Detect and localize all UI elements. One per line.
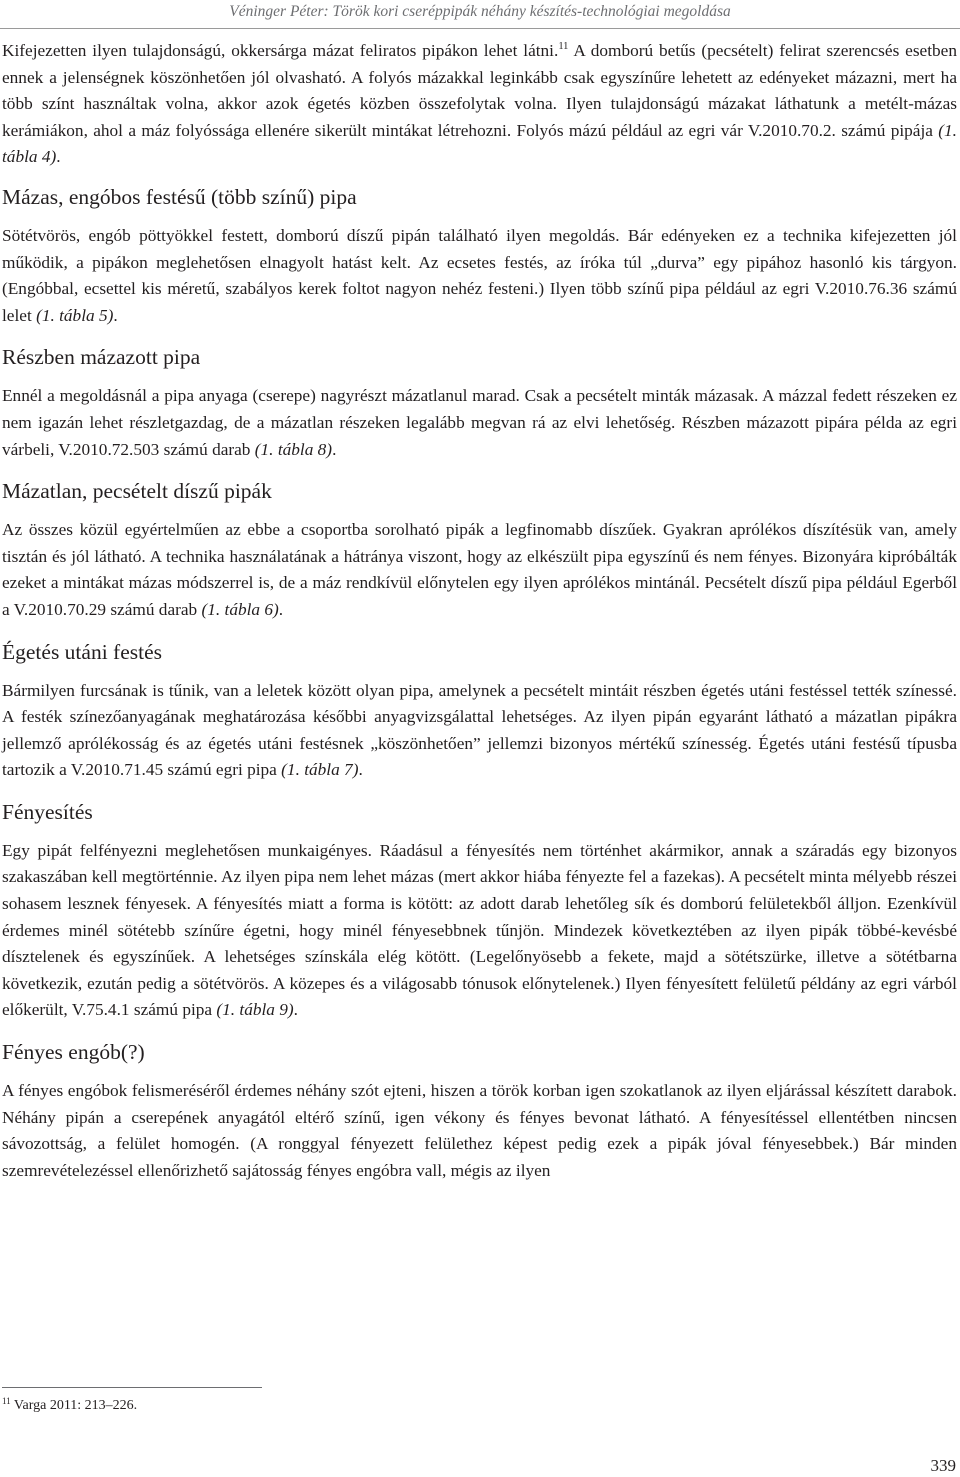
section-end: . [332,439,337,459]
section-heading-egetes: Égetés utáni festés [2,639,163,664]
section-end: . [358,760,363,780]
intro-paragraph [2,38,957,171]
header-rule [0,28,960,29]
section-cite: (1. tábla 5) [36,305,114,325]
section-text: Az összes közül egyértelműen az ebbe a csoportba sorolható pipák a legfinomabb díszűek. Gyakran aprólékos díszítésük van, amely tisztán és jól látható. A technika használatának a hátránya viszont, hogy az elkészült pipa egyszínű és nem fényes. Bizonyára kipróbálták ezeket a mintákat mázas módszerrel is, de a máz rendkívül előnytelen egy ilyen aprólékos mintánál. Pecsételt díszű pipa például Egerből a V.2010.70.29 számú darab [2,520,957,619]
intro-text-2: A domború betűs (pecsételt) felirat szerencsés esetben ennek a jelenségnek köszönhetően jól olvasható. A folyós mázakkal leginkább csak egyszínűre lehetett az edényeket mázazni, mert ha több színt használtak volna, akkor azok égetés közben összefolytak volna. Ilyen tulajdonságú mázakat láthatunk a metélt-mázas kerámiákon, ahol a máz folyóssága ellenére sikerült mintákat létrehozni. Folyós mázú például az egri vár V.2010.70.2. számú pipája [2,41,957,140]
section-cite: (1. tábla 7) [281,760,359,780]
intro-end: . [56,147,61,167]
section-heading-engobos: Mázas, engóbos festésű (több színű) pipa [2,184,357,209]
section-text-engobos [2,223,957,329]
section-heading-reszben: Részben mázazott pipa [2,345,201,370]
section-text-fenyesites [2,838,957,1024]
intro-cite: (1. tábla 4) [2,120,957,167]
section-cite: (1. tábla 6) [201,599,279,619]
footnote-number: 11 [2,1396,11,1406]
running-head [0,0,960,30]
article-body [2,38,957,1184]
section-cite: (1. tábla 8) [254,439,333,459]
section-heading-fenyes-engob: Fényes engób(?) [2,1040,145,1065]
section-text: A fényes engóbok felismeréséről érdemes néhány szót ejteni, hiszen a török korban igen szokatlanok az ilyen eljárással készített darabok. Néhány pipán a cserepének anyagától eltérő színű, igen vékony és fényes bevonat látható. A fényesítéssel ellentétben nincsen sávozottság, a felület homogén. (A ronggyal fényezett felülethez képest pedig ezek a pipák jóval fényesebbek.) Bár minden szemrevételezéssel ellenőrizhető sajátosság fényes engóbra vall, mégis az ilyen [2,1081,957,1180]
section-end: . [293,1000,298,1020]
running-head-author: Véninger Péter: [229,3,329,20]
section-text-fenyes-engob [2,1078,957,1184]
section-end: . [278,599,284,619]
section-heading-fenyesites: Fényesítés [2,799,93,824]
footnote-text: Varga 2011: 213–226. [10,1398,138,1413]
footnote [2,1396,137,1416]
section-end: . [113,305,118,325]
section-text-egetes [2,678,957,784]
section-text-reszben [2,383,957,463]
intro-text-1: Kifejezetten ilyen tulajdonságú, okkersárga mázat feliratos pipákon lehet látni. [2,41,559,60]
footnote-ref[interactable]: 11 [558,41,569,52]
footnote-rule [2,1387,262,1388]
section-text: Sötétvörös, engób pöttyökkel festett, domború díszű pipán található ilyen megoldás. Bár edényeken ez a technika kifejezetten jól működik, a pipákon meglehetősen elnagyolt hatást kelt. Az ecsetes festés, az íróka túl „durva” egy pipához hasonló kis tárgyon. (Engóbbal, ecsettel kis méretű, szabályos kerek foltot nagyon nehéz festeni.) Ilyen több színű pipa például az egri V.2010.76.36 számú lelet [2,225,957,325]
section-heading-mazatlan: Mázatlan, pecsételt díszű pipák [2,479,272,504]
page-number: 339 [930,1456,956,1475]
section-text: Bármilyen furcsának is tűnik, van a leletek között olyan pipa, amelynek a pecsételt mintáit részben égetés utáni festéssel tették színessé. A festék színezőanyagának meghatározása későbbi anyagvizsgálattal lehetséges. Az ilyen pipán egyaránt látható a mázatlan pipákra jellemző aprólékosság és az égetés utáni festésnek „köszönhetően” jellemzi bizonyos mértékű színesség. Égetés utáni festésű típusba tartozik a V.2010.71.45 számú egri pipa [2,680,957,780]
section-text: Egy pipát felfényezni meglehetősen munkaigényes. Ráadásul a fényesítés nem történhet akármikor, annak a száradás egy bizonyos szakaszában kell megtörténnie. Az ilyen pipa nem lehet mázas (mert akkor hiába fényezte fel a fazekas). A pecsételt minta mélyebb részei sohasem lesznek fényesek. A fényesítés miatt a forma is kötött: az adott darab lehetőleg sík és domború felületekből álljon. Ezenkívül érdemes minél sötétebb színűre égetni, hogy minél fényesebbnek tűnjön. Mindezek következtében az ilyen pipák többé-kevésbé dísztelenek és egyszínűek. A lehetséges színskála elég kötött. (Legelőnyösebb a fekete, majd a sötétszürke, illetve a sötétbarna következik, ezután pedig a sötétvörös. A közepes és a világosabb tónusok előnytelenek.) Ilyen fényesített felületű példány az egri várból előkerült, V.75.4.1 számú pipa [2,840,957,1020]
section-text-mazatlan [2,517,957,623]
section-text: Ennél a megoldásnál a pipa anyaga (cserepe) nagyrészt mázatlanul marad. Csak a pecsételt minták mázasak. A mázzal fedett részeken ez nem igazán lehet részletgazdag, de a mázatlan részeken legalább megvan rá az elvi lehetőség. Részben mázazott pipára példa az egri várbeli, V.2010.72.503 számú darab [2,386,957,459]
running-head-title: Török kori cseréppipák néhány készítés-technológiai megoldása [332,3,731,20]
section-cite: (1. tábla 9) [216,1000,294,1020]
